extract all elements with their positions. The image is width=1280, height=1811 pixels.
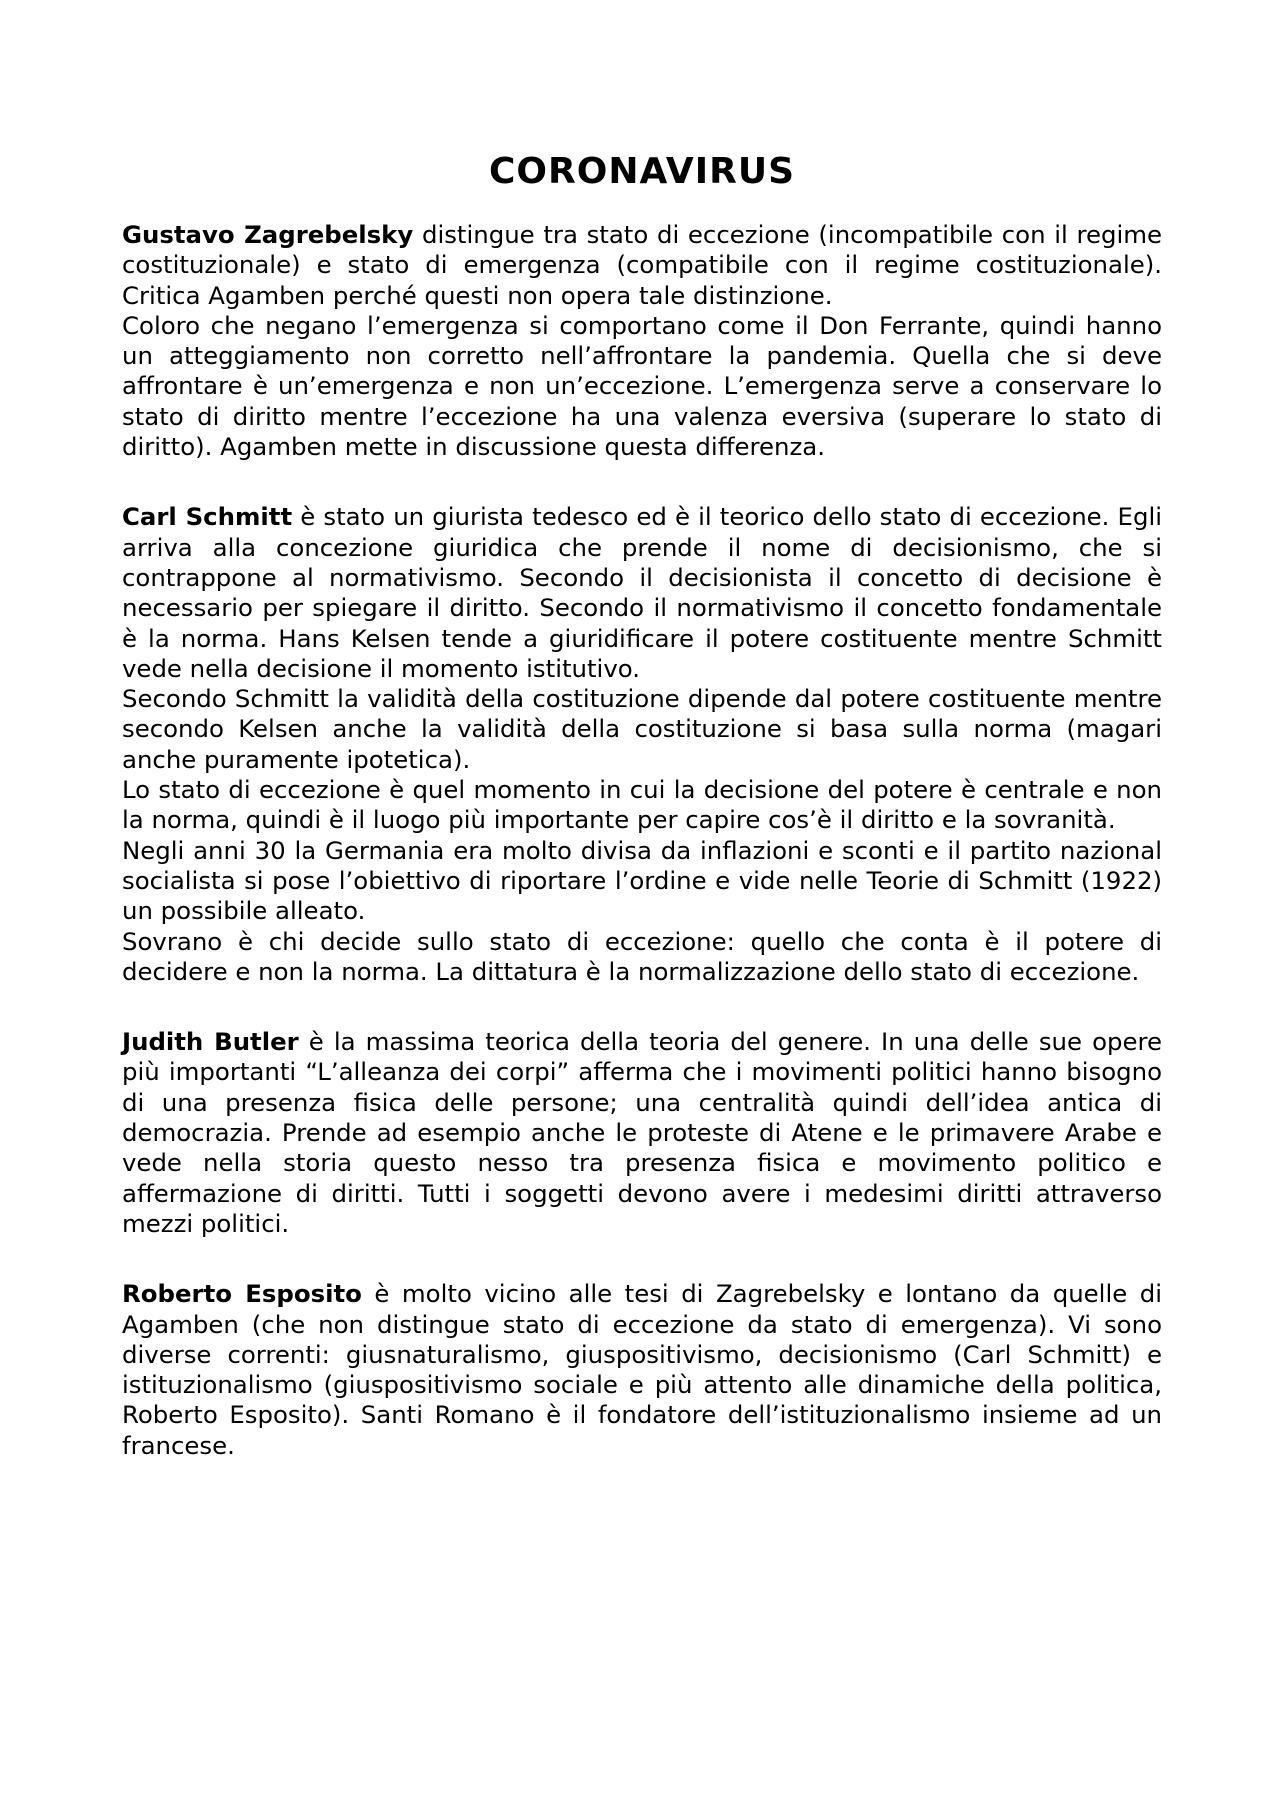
section-paragraph <box>122 1027 1162 1239</box>
section-paragraph <box>122 1279 1162 1461</box>
section-esposito <box>122 1279 1162 1461</box>
section-author-name: Judith Butler <box>122 1027 299 1057</box>
section-paragraph: Negli anni 30 la Germania era molto divisa da inflazioni e sconti e il partito nazional socialista si pose l’obiettivo di riportare l’ordine e vide nelle Teorie di Schmitt (1922) un possibile alleato. <box>122 835 1162 926</box>
section-schmitt <box>122 502 1162 987</box>
section-paragraph: Lo stato di eccezione è quel momento in cui la decisione del potere è centrale e non la norma, quindi è il luogo più importante per capire cos’è il diritto e la sovranità. <box>122 775 1162 835</box>
section-paragraph <box>122 502 1162 684</box>
section-paragraph: Sovrano è chi decide sullo stato di eccezione: quello che conta è il potere di decidere e non la norma. La dittatura è la normalizzazione dello stato di eccezione. <box>122 926 1162 986</box>
section-paragraph <box>122 220 1162 311</box>
paragraph-text: è la massima teorica della teoria del genere. In una delle sue opere più importanti “L’alleanza dei corpi” afferma che i movimenti politici hanno bisogno di una presenza fisica delle persone; una centralità quindi dell’idea antica di democrazia. Prende ad esempio anche le proteste di Atene e le primavere Arabe e vede nella storia questo nesso tra presenza fisica e movimento politico e affermazione di diritti. Tutti i soggetti devono avere i medesimi diritti attraverso mezzi politici. <box>122 1027 1162 1238</box>
section-author-name: Roberto Esposito <box>122 1279 362 1309</box>
section-author-name: Gustavo Zagrebelsky <box>122 220 414 249</box>
document-page <box>122 150 1162 1501</box>
section-paragraph: Coloro che negano l’emergenza si comportano come il Don Ferrante, quindi hanno un atteggiamento non corretto nell’affrontare la pandemia. Quella che si deve affrontare è un’emergenza e non un’eccezione. L’emergenza serve a conservare lo stato di diritto mentre l’eccezione ha una valenza eversiva (superare lo stato di diritto). Agamben mette in discussione questa differenza. <box>122 310 1162 462</box>
paragraph-text: è stato un giurista tedesco ed è il teorico dello stato di eccezione. Egli arriva alla concezione giuridica che prende il nome di decisionismo, che si contrappone al normativismo. Secondo il decisionista il concetto di decisione è necessario per spiegare il diritto. Secondo il normativismo il concetto fondamentale è la norma. Hans Kelsen tende a giuridificare il potere costituente mentre Schmitt vede nella decisione il momento istitutivo. <box>122 502 1162 683</box>
section-zagrebelsky <box>122 220 1162 462</box>
paragraph-text: distingue tra stato di eccezione (incompatibile con il regime costituzionale) e stato di emergenza (compatibile con il regime costituzionale). Critica Agamben perché questi non opera tale distinzione. <box>122 220 1162 310</box>
section-paragraph: Secondo Schmitt la validità della costituzione dipende dal potere costituente mentre secondo Kelsen anche la validità della costituzione si basa sulla norma (magari anche puramente ipotetica). <box>122 684 1162 774</box>
section-author-name: Carl Schmitt <box>122 502 293 532</box>
document-title: CORONAVIRUS <box>488 151 796 192</box>
paragraph-text: è molto vicino alle tesi di Zagrebelsky e lontano da quelle di Agamben (che non distingue stato di eccezione da stato di emergenza). Vi sono diverse correnti: giusnaturalismo, giuspositivismo, decisionismo (Carl Schmitt) e istituzionalismo (giuspositivismo sociale e più attento alle dinamiche della politica, Roberto Esposito). Santi Romano è il fondatore dell’istituzionalismo insieme ad un francese. <box>122 1279 1162 1460</box>
section-butler <box>122 1027 1162 1239</box>
